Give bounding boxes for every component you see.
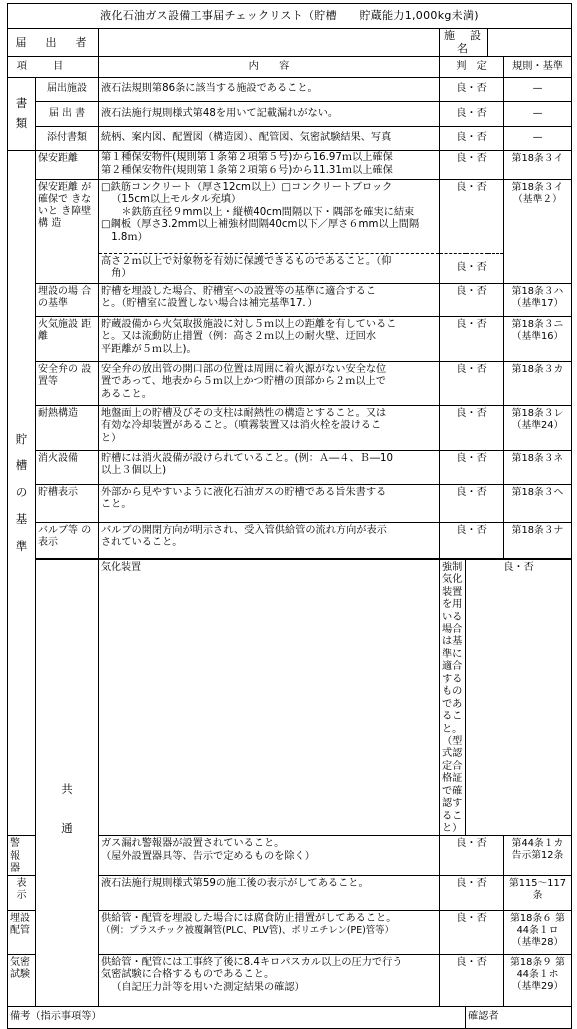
header-row (8, 29, 572, 57)
item-content: 貯槽には消火設備が設けられていること。(例：Ａ―４、Ｂ―10 以上３個以上) (99, 450, 440, 484)
facility-label: 施 設 名 (440, 29, 488, 57)
category-shorui: 書 類 (8, 77, 36, 150)
item-label: 気密試験 (8, 955, 36, 1007)
row-hoan-kyori-kakuho (8, 179, 572, 253)
item-content: バルブの開閉方向が明示され、受入管供給管の流れ方向が表示 されていること。 (99, 522, 440, 558)
item-content: 液石法施行規則様式第48を用いて記載漏れがない。 (99, 101, 440, 126)
item-content: 貯蔵設備から火気取扱施設に対し５ｍ以上の距離を有しているこ と。又は流動防止措置（例：高さ２ｍ以上の耐火壁、迂回水 平距離が５ｍ以上)。 (99, 316, 440, 361)
page-title: 液化石油ガス設備工事届チェックリスト（貯槽 貯蔵能力1,000kg未満) (8, 4, 572, 29)
row-tainetsu (8, 405, 572, 450)
item-label: 警 報 器 (8, 836, 36, 876)
row-kika (8, 559, 572, 836)
remarks-label: 備考（指示事項等） (10, 1011, 102, 1023)
rule-ref: 第115～117 条 (504, 876, 572, 911)
judgement-select[interactable]: 良・否 (440, 361, 504, 405)
checker-label: 確認者 (468, 1011, 499, 1023)
item-content: 外部から見やすいように液化石油ガスの貯槽である旨朱書する こと。 (99, 484, 440, 522)
remarks-field[interactable] (8, 1007, 466, 1029)
rule-ref: 第18条３ニ （基準16） (504, 316, 572, 361)
judgement-select[interactable]: 良・否 (440, 484, 504, 522)
filer-value[interactable] (99, 29, 440, 57)
rule-ref: 第18条３イ （基準２） (504, 179, 572, 283)
category-chozo: 貯 槽 の 基 準 (8, 150, 36, 836)
item-label: 消火設備 (36, 450, 99, 484)
row-kaki-kyori (8, 316, 572, 361)
rule-ref: — (504, 77, 572, 101)
judgement-select[interactable]: 良・否 (466, 559, 572, 836)
judgement-select[interactable]: 良・否 (440, 955, 504, 1007)
item-content: 貯槽を埋設した場合、貯槽室への設置等の基準に適合するこ と。（貯槽室に設置しない場合は補完基準17．） (99, 283, 440, 316)
facility-value[interactable] (488, 29, 572, 57)
filer-label: 届 出 者 (8, 29, 99, 57)
rule-ref: 第18条６ 第44条１ロ （基準28） (504, 911, 572, 955)
col-judgement-header: 判 定 (440, 56, 504, 77)
checker-field[interactable] (466, 1007, 572, 1029)
rule-ref: 第18条３ナ (504, 522, 572, 558)
item-label: 保安距離 が確保で きないと き障壁構 造 (36, 179, 99, 283)
judgement-select[interactable]: 良・否 (440, 450, 504, 484)
col-item-header: 項目 (8, 56, 99, 77)
item-content: 液石法施行規則様式第59の施工後の表示がしてあること。 (99, 876, 440, 911)
title-row (8, 4, 572, 29)
item-label: 保安距離 (36, 150, 99, 179)
item-label: バルブ等 の表示 (36, 522, 99, 558)
judgement-select[interactable]: 良・否 (440, 522, 504, 558)
judgement-select[interactable]: 良・否 (440, 876, 504, 911)
rule-ref: 第18条３カ (504, 361, 572, 405)
item-content: 液石法規則第86条に該当する施設であること。 (99, 77, 440, 101)
row-maisetsu (8, 283, 572, 316)
item-label: 火気施設 距離 (36, 316, 99, 361)
row-todoke-sho (8, 101, 572, 126)
judgement-select[interactable]: 良・否 (440, 101, 504, 126)
rule-ref: 第18条３レ （基準24） (504, 405, 572, 450)
item-label: 安全弁の 設置等 (36, 361, 99, 405)
judgement-select[interactable]: 良・否 (440, 836, 504, 876)
rule-ref: 第18条９ 第44条１ホ （基準29） (504, 955, 572, 1007)
row-tenpu (8, 126, 572, 150)
item-label: 届出施設 (36, 77, 99, 101)
item-label: 埋設配管 (8, 911, 36, 955)
item-content: 地盤面上の貯槽及びその支柱は耐熱性の構造とすること。又は 有効な冷却装置があること。（噴霧装置又は消火栓を設けるこ と） (99, 405, 440, 450)
category-kyotsu: 共 通 (36, 559, 99, 1006)
column-header-row (8, 56, 572, 77)
rule-ref: 第18条３ネ (504, 450, 572, 484)
row-anzenben (8, 361, 572, 405)
item-label: 耐熱構造 (36, 405, 99, 450)
row-hoan-kyori (8, 150, 572, 179)
row-chozo-hyoji (8, 484, 572, 522)
item-content: ガス漏れ警報器が設置されていること。 （屋外設置器具等、告示で定めるものを除く） (99, 836, 440, 876)
row-todoke-shisetsu (8, 77, 572, 101)
item-content: 高さ２ｍ以上で対象物を有効に保護できるものであること。（仰 角） (99, 253, 440, 283)
item-content: 安全弁の放出管の開口部の位置は周囲に着火源がない安全な位 置であって、地表から５ｍ以上かつ貯槽の頂部から２ｍ以上で あること。 (99, 361, 440, 405)
judgement-select[interactable]: 良・否 (440, 911, 504, 955)
rule-ref: 第18条３ハ （基準17） (504, 283, 572, 316)
item-content: 供給管・配管を埋設した場合には腐食防止措置がしてあること。 （例：プラスチック被覆鋼管(PLC、PLV管)、ポリエチレン(PE)管等） (99, 911, 440, 955)
row-shoka (8, 450, 572, 484)
item-label: 埋設の場 合の基準 (36, 283, 99, 316)
checklist-table (7, 3, 572, 1029)
col-rule-header: 規則・基準 (504, 56, 572, 77)
judgement-select[interactable]: 良・否 (440, 179, 504, 253)
rule-ref: 第18条３イ (504, 150, 572, 179)
judgement-select[interactable]: 良・否 (440, 253, 504, 283)
item-content: 供給管・配管には工事終了後に8.4キロパスカル以上の圧力で行う 気密試験に合格するものであること。 （自記圧力計等を用いた測定結果の確認） (99, 955, 440, 1007)
item-content: 第１種保安物件(規則第１条第２項第５号)から16.97ｍ以上確保 第２種保安物件(規則第１条第２項第６号)から11.31ｍ以上確保 (99, 150, 440, 179)
item-label: 貯槽表示 (36, 484, 99, 522)
judgement-select[interactable]: 良・否 (440, 126, 504, 150)
footer-row (8, 1007, 572, 1029)
rule-ref: — (504, 101, 572, 126)
item-label: 届 出 書 (36, 101, 99, 126)
checklist-sheet (7, 3, 571, 1023)
item-label: 添付書類 (36, 126, 99, 150)
rule-ref: 第44条１カ 告示第12条 (504, 836, 572, 876)
item-content: 続柄、案内図、配置図（構造図）、配管図、気密試験結果、写真 (99, 126, 440, 150)
item-content: 強制気化装置を用いる場合は基準に適合するものであること。 （型式認定合格証で確認すること） (440, 559, 466, 836)
rule-ref: 第18条３ヘ (504, 484, 572, 522)
col-content-header: 内 容 (99, 56, 440, 77)
rule-ref: — (504, 126, 572, 150)
item-label: 気化装置 (99, 559, 440, 836)
item-content: □鉄筋コンクリート（厚さ12cm以上）□コンクリートブロック （15cm以上モルタル充填） ＊鉄筋直径９mm以上・縦横40cm間隔以下・隅部を確実に結束 □鋼板（厚さ3.2mm以上補強材間隔40cm以下／厚さ６mm以上間隔 1.8ｍ） (99, 179, 440, 253)
judgement-select[interactable]: 良・否 (440, 150, 504, 179)
judgement-select[interactable]: 良・否 (440, 316, 504, 361)
judgement-select[interactable]: 良・否 (440, 77, 504, 101)
judgement-select[interactable]: 良・否 (440, 405, 504, 450)
item-label: 表 示 (8, 876, 36, 911)
row-valve (8, 522, 572, 558)
judgement-select[interactable]: 良・否 (440, 283, 504, 316)
